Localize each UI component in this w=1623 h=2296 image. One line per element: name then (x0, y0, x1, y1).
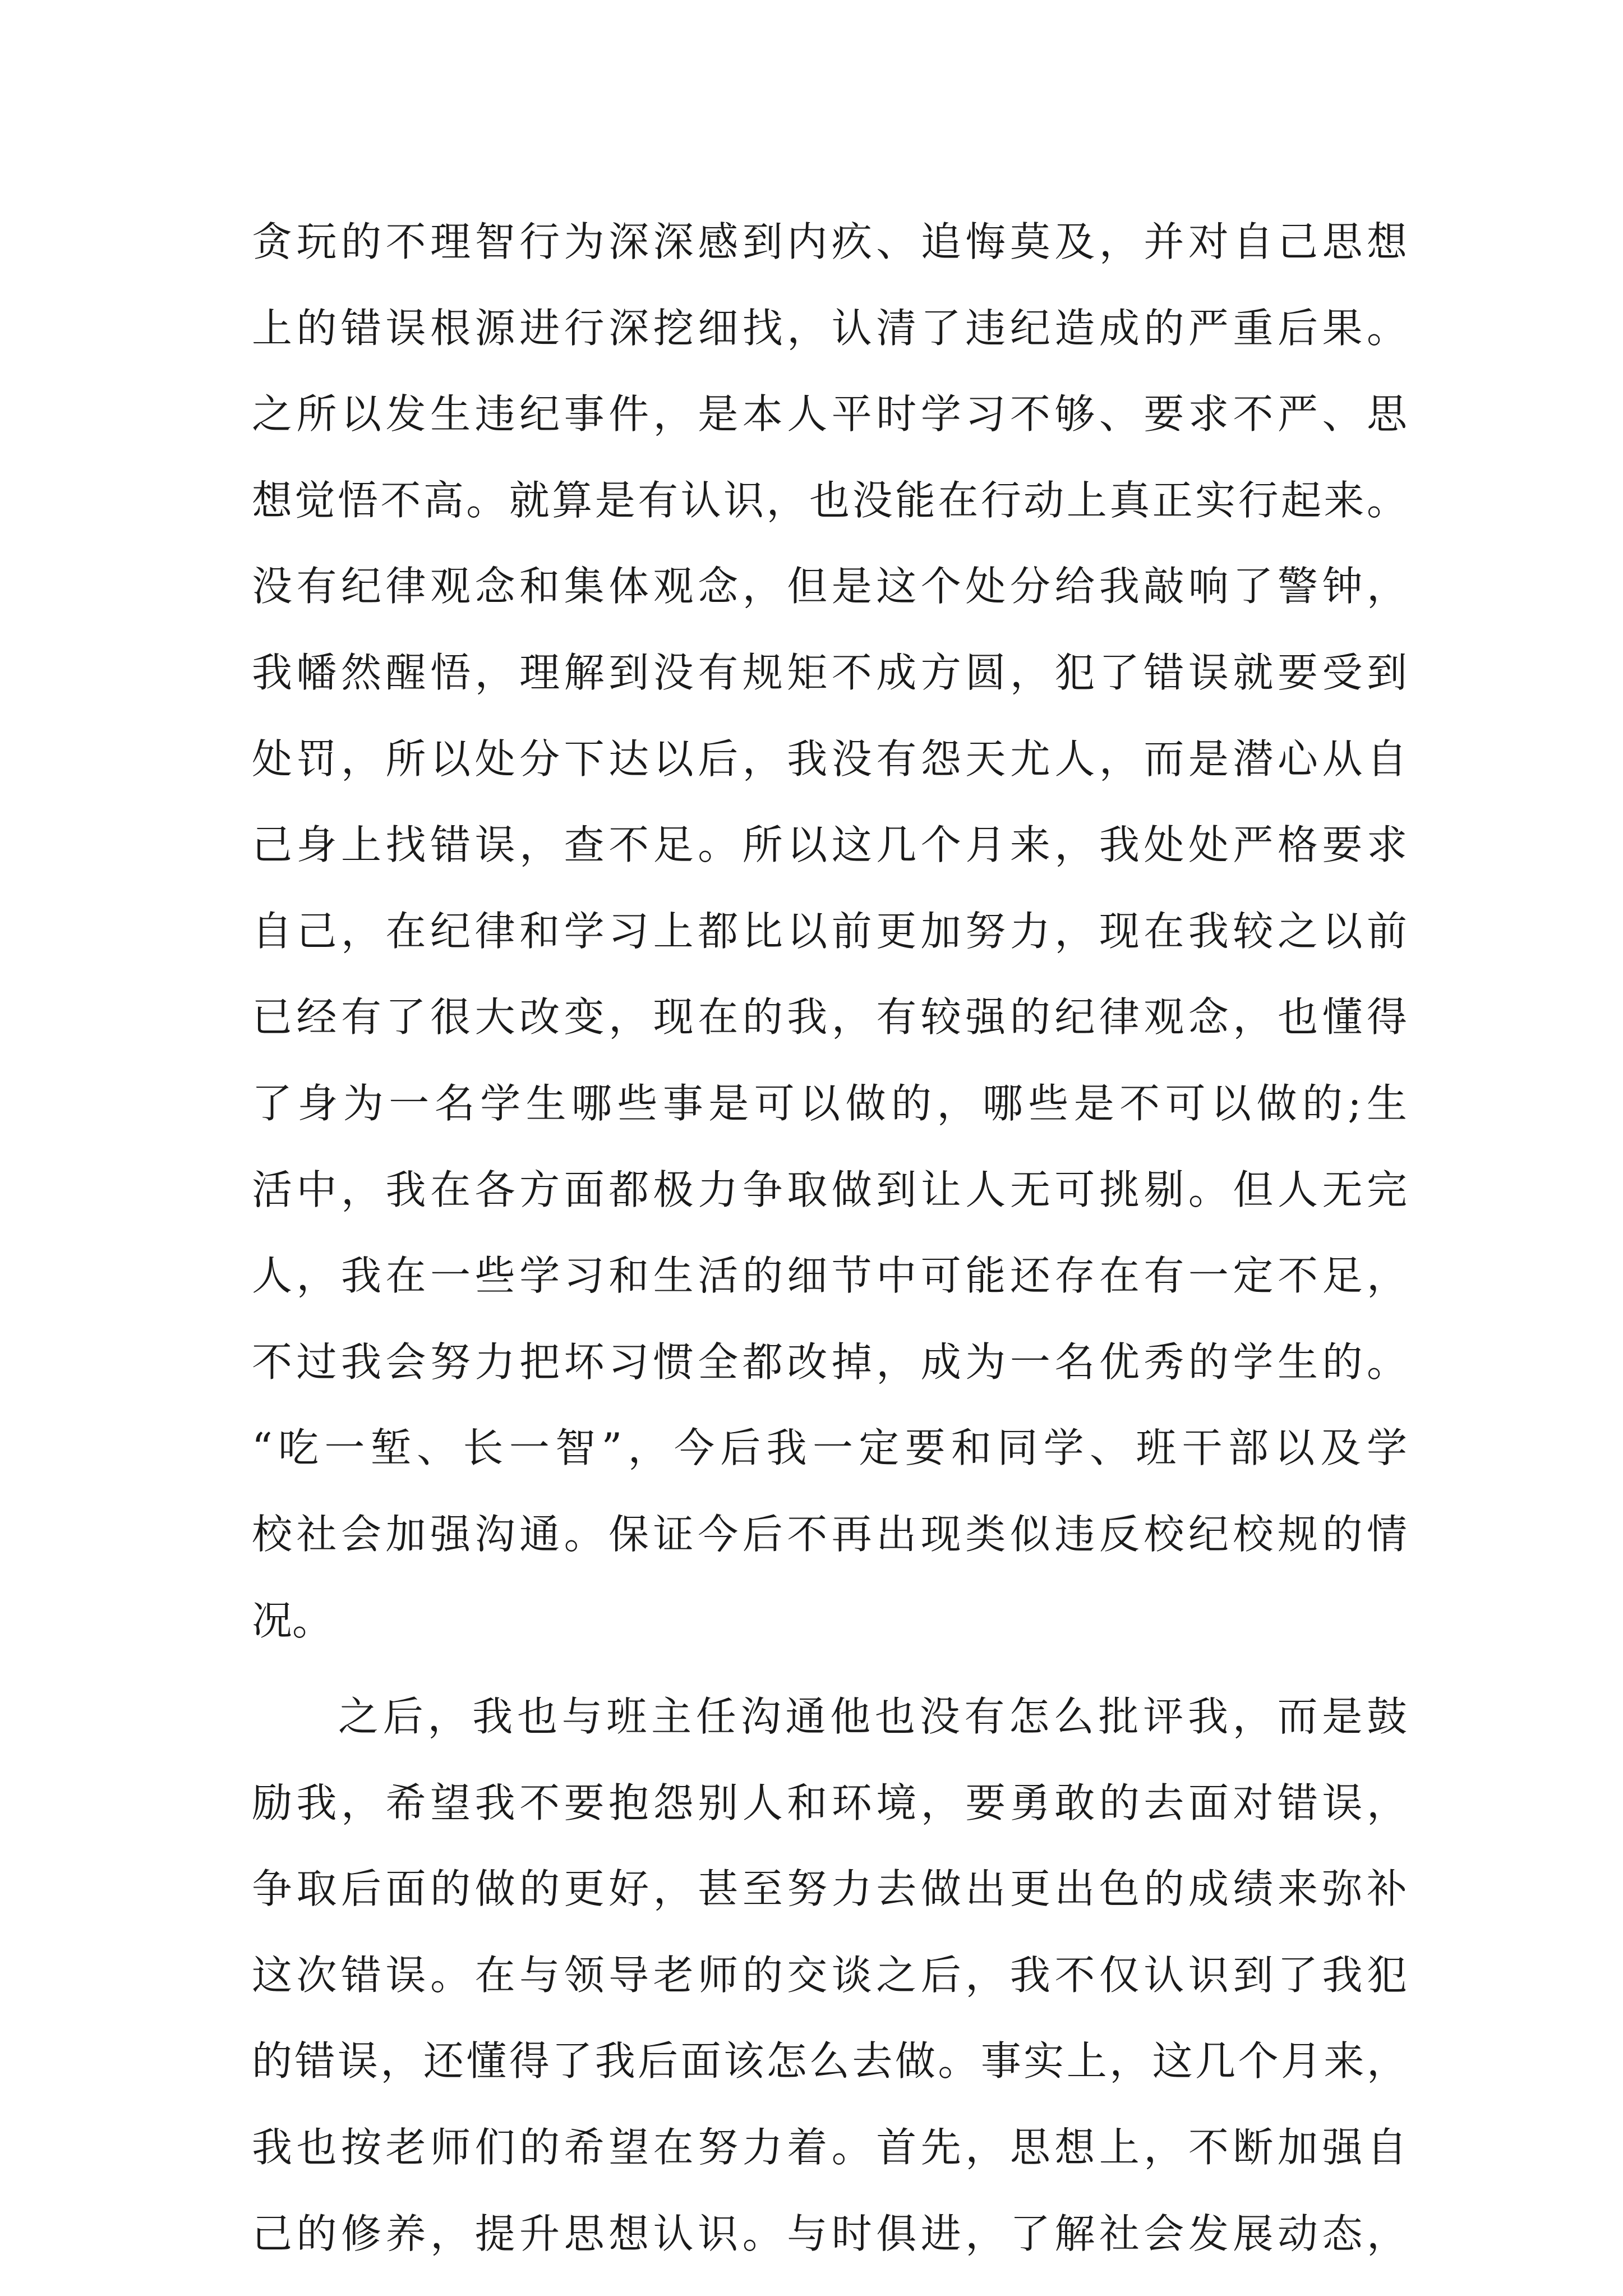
text-line: 上的错误根源进行深挖细找，认清了违纪造成的严重后果。 (252, 304, 1407, 352)
text-line: 想觉悟不高。就算是有认识，也没能在行动上真正实行起来。 (252, 476, 1407, 524)
text-line: 之所以发生违纪事件，是本人平时学习不够、要求不严、思 (252, 390, 1407, 438)
text-line: 贪玩的不理智行为深深感到内疚、追悔莫及，并对自己思想 (252, 218, 1407, 265)
text-line: 了身为一名学生哪些事是可以做的，哪些是不可以做的;生 (252, 1079, 1407, 1127)
text-line: 已经有了很大改变，现在的我，有较强的纪律观念，也懂得 (252, 993, 1407, 1041)
text-line: 己的修养，提升思想认识。与时俱进，了解社会发展动态， (252, 2210, 1407, 2257)
text-line: 我幡然醒悟，理解到没有规矩不成方圆，犯了错误就要受到 (252, 648, 1407, 696)
text-line: 处罚，所以处分下达以后，我没有怨天尤人，而是潜心从自 (252, 735, 1407, 783)
text-line: 不过我会努力把坏习惯全都改掉，成为一名优秀的学生的。 (252, 1338, 1407, 1386)
text-line: 我也按老师们的希望在努力着。首先，思想上，不断加强自 (252, 2124, 1407, 2171)
paragraph-2 (252, 1674, 1407, 2277)
text-line: 己身上找错误，查不足。所以这几个月来，我处处严格要求 (252, 821, 1407, 869)
paragraph-1 (252, 199, 1407, 1664)
text-line: 励我，希望我不要抱怨别人和环境，要勇敢的去面对错误， (252, 1779, 1407, 1826)
document-body (252, 199, 1407, 2277)
text-line: 之后，我也与班主任沟通他也没有怎么批评我，而是鼓 (338, 1693, 1407, 1741)
text-line: 况。 (252, 1596, 333, 1644)
text-line: 活中，我在各方面都极力争取做到让人无可挑剔。但人无完 (252, 1166, 1407, 1213)
text-line: 的错误，还懂得了我后面该怎么去做。事实上，这几个月来， (252, 2037, 1407, 2085)
text-line: 校社会加强沟通。保证今后不再出现类似违反校纪校规的情 (252, 1510, 1407, 1558)
text-line: 没有纪律观念和集体观念，但是这个处分给我敲响了警钟， (252, 563, 1407, 610)
text-line: 这次错误。在与领导老师的交谈之后，我不仅认识到了我犯 (252, 1951, 1407, 1999)
text-line: “吃一堑、长一智”，今后我一定要和同学、班干部以及学 (252, 1424, 1407, 1472)
text-line: 自己，在纪律和学习上都比以前更加努力，现在我较之以前 (252, 907, 1407, 955)
text-line: 人，我在一些学习和生活的细节中可能还存在有一定不足， (252, 1252, 1407, 1300)
text-line: 争取后面的做的更好，甚至努力去做出更出色的成绩来弥补 (252, 1865, 1407, 1913)
